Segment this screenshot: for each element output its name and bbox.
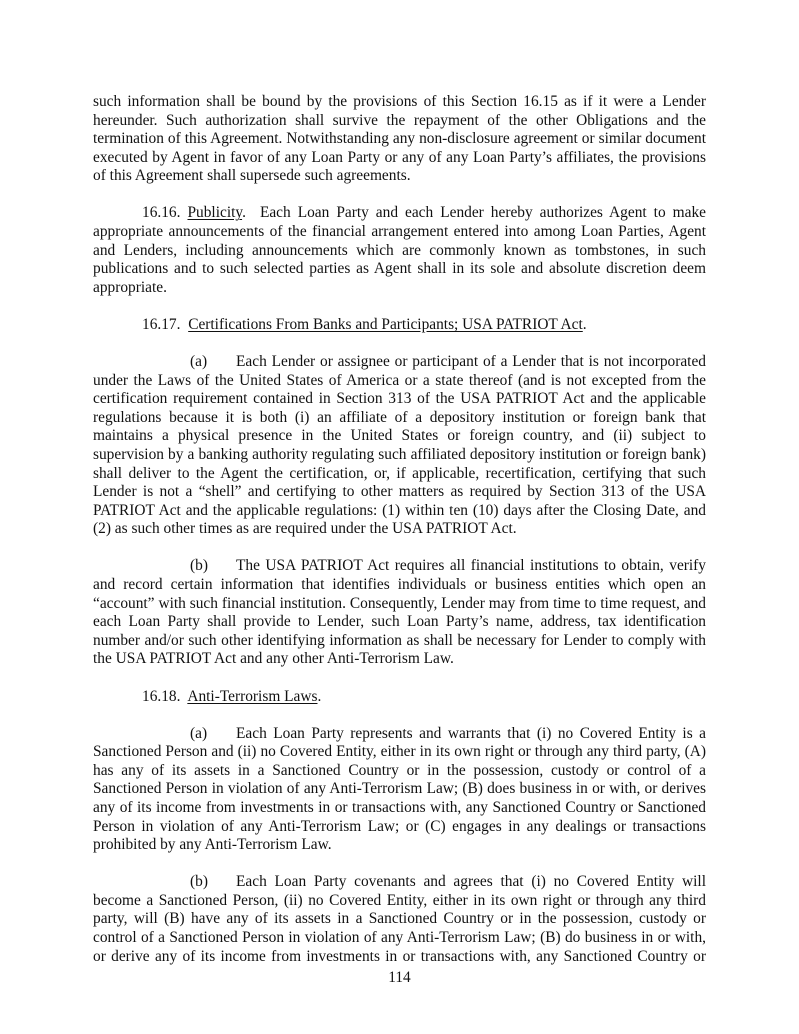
subsection-body: The USA PATRIOT Act requires all financial institutions to obtain, verify and record certain information that identifies individuals or business entities which open an “account” with such financial institution. Consequently, Lender may from time to time request, and each Loan Party shall provide to Lender, such Loan Party’s name, address, tax identification number and/or such other identifying information as shall be necessary for Lender to comply with the USA PATRIOT Act and any other Anti-Terrorism Law. [93, 557, 706, 668]
section-title: Anti-Terrorism Laws [187, 687, 318, 705]
subsection-body: Each Lender or assignee or participant of a Lender that is not incorporated under the Laws of the United States of America or a state thereof (and is not excepted from the certification requirement contained in Section 313 of the USA PATRIOT Act and the applicable regulations because it is both (i) an affiliate of a depository institution or foreign bank that maintains a physical presence in the United States or foreign country, and (ii) subject to supervision by a banking authority regulating such affiliated depository institution or foreign bank) shall deliver to the Agent the certification, or, if applicable, recertification, certifying that such Lender is not a “shell” and certifying to other matters as required by Section 313 of the USA PATRIOT Act and the applicable regulations: (1) within ten (10) days after the Closing Date, and (2) as such other times as are required under the USA PATRIOT Act. [93, 353, 706, 538]
section-body: Each Loan Party and each Lender hereby authorizes Agent to make appropriate announcements of the financial arrangement entered into among Loan Parties, Agent and Lenders, including announcements which are commonly known as tombstones, in such publications and to such selected parties as Agent shall in its sole and absolute discretion deem appropriate. [93, 204, 706, 296]
section-16-17-heading [93, 316, 706, 335]
section-16-18-heading [93, 688, 706, 707]
subsection-label: (b) [190, 873, 208, 891]
section-title-punct: . [317, 687, 322, 705]
subsection-label: (a) [190, 353, 208, 371]
section-title-punct: . [242, 204, 246, 222]
section-title-punct: . [582, 315, 587, 333]
section-16-18-b [93, 873, 706, 966]
section-16-17-b [93, 557, 706, 669]
section-16-18-a [93, 725, 706, 855]
subsection-label: (a) [190, 724, 208, 742]
page-number: 114 [388, 969, 411, 986]
section-number: 16.18. [142, 687, 181, 705]
document-page [93, 93, 706, 985]
section-number: 16.17. [142, 315, 181, 333]
section-16-17-a [93, 353, 706, 539]
subsection-body: Each Loan Party represents and warrants that (i) no Covered Entity is a Sanctioned Person and (ii) no Covered Entity, either in its own right or through any third party, (A) has any of its assets in a Sanctioned Country or in the possession, custody or control of a Sanctioned Person in violation of any Anti-Terrorism Law; (B) does business in or with, or derives any of its income from investments in or transactions with, any Sanctioned Country or Sanctioned Person in violation of any Anti-Terrorism Law; or (C) engages in any dealings or transactions prohibited by any Anti-Terrorism Law. [93, 724, 706, 854]
subsection-label: (b) [190, 557, 208, 575]
paragraph-continuation: such information shall be bound by the provisions of this Section 16.15 as if it were a Lender hereunder. Such authorization shall survive the repayment of the other Obligations and the termination of this Agreement. Notwithstanding any non-disclosure agreement or similar document executed by Agent in favor of any Loan Party or any of any Loan Party’s affiliates, the provisions of this Agreement shall supersede such agreements. [93, 93, 706, 185]
subsection-body: Each Loan Party covenants and agrees that (i) no Covered Entity will become a Sanctioned Person, (ii) no Covered Entity, either in its own right or through any third party, will (B) have any of its assets in a Sanctioned Country or in the possession, custody or control of a Sanctioned Person in violation of any Anti-Terrorism Law; (B) do business in or with, or derive any of its income from investments in or transactions with, any Sanctioned Country or [93, 873, 706, 965]
section-title: Publicity [187, 204, 243, 222]
section-number: 16.16. [142, 204, 181, 222]
section-title: Certifications From Banks and Participants; USA PATRIOT Act [188, 315, 583, 333]
section-16-16 [93, 204, 706, 297]
